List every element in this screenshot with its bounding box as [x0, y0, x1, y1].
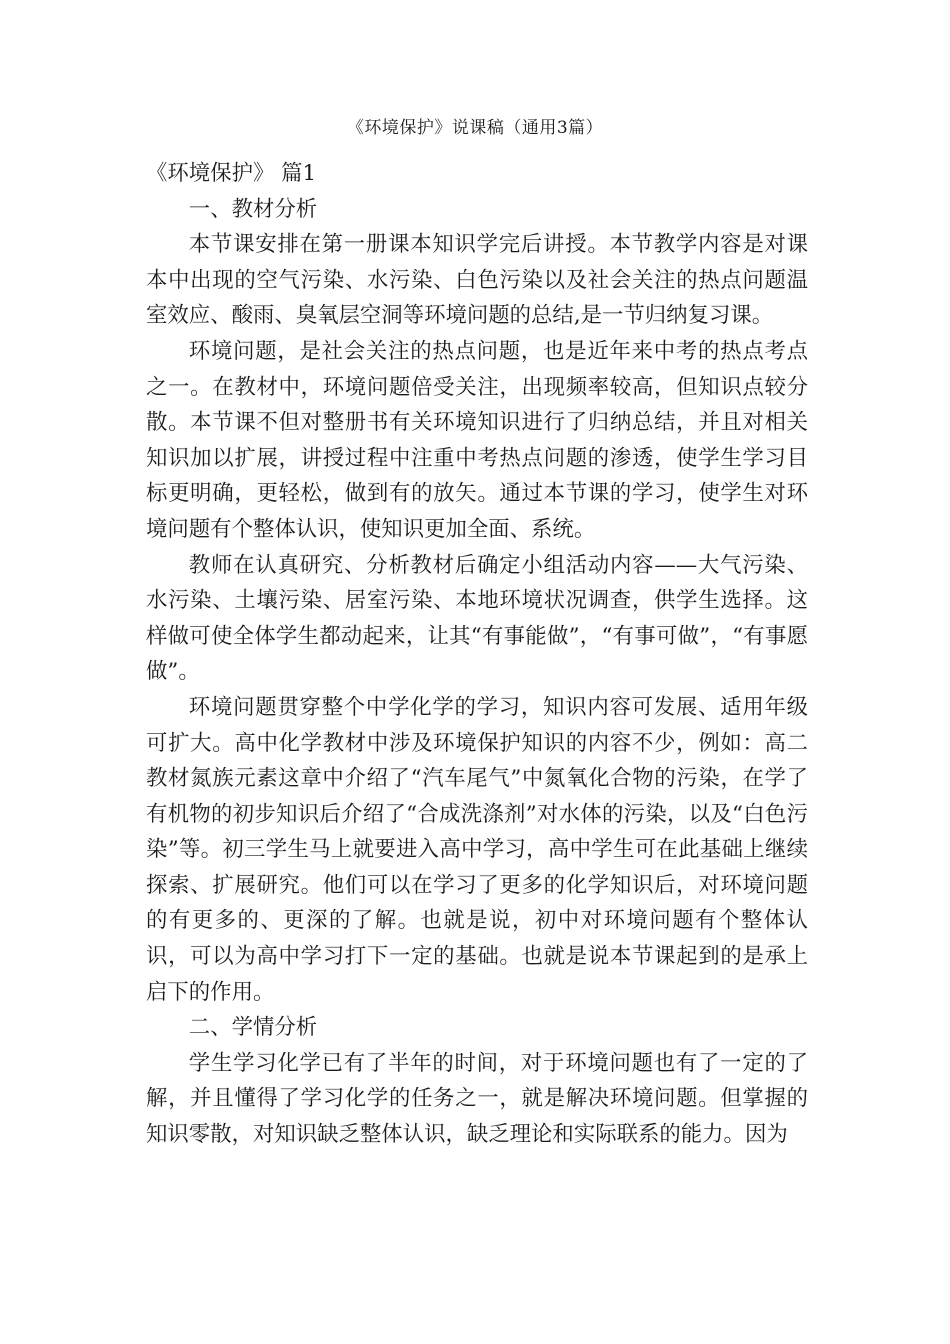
document-body — [146, 156, 808, 1153]
paragraph: 本节课安排在第一册课本知识学完后讲授。本节教学内容是对课本中出现的空气污染、水污染、白色污染以及社会关注的热点问题温室效应、酸雨、臭氧层空洞等环境问题的总结,是一节归纳复习课。 — [146, 232, 808, 329]
paragraph: 教师在认真研究、分析教材后确定小组活动内容——大气污染、水污染、土壤污染、居室污染、本地环境状况调查，供学生选择。这样做可使全体学生都动起来，让其“有事能做”，“有事可做”，“有事愿做”。 — [146, 552, 808, 685]
document-title: 《环境保护》说课稿（通用3篇） — [346, 118, 604, 138]
paragraph: 环境问题，是社会关注的热点问题，也是近年来中考的热点考点之一。在教材中，环境问题倍受关注，出现频率较高，但知识点较分散。本节课不但对整册书有关环境知识进行了归纳总结，并且对相关知识加以扩展，讲授过程中注重中考热点问题的渗透，使学生学习目标更明确，更轻松，做到有的放矢。通过本节课的学习，使学生对环境问题有个整体认识，使知识更加全面、系统。 — [146, 338, 808, 542]
subheading-student-analysis: 二、学情分析 — [188, 1015, 318, 1041]
paragraph: 环境问题贯穿整个中学化学的学习，知识内容可发展、适用年级可扩大。高中化学教材中涉及环境保护知识的内容不少，例如：高二教材氮族元素这章中介绍了“汽车尾气”中氮氧化合物的污染，在学了有机物的初步知识后介绍了“合成洗涤剂”对水体的污染，以及“白色污染”等。初三学生马上就要进入高中学习，高中学生可在此基础上继续探索、扩展研究。他们可以在学习了更多的化学知识后，对环境问题的有更多的、更深的了解。也就是说，初中对环境问题有个整体认识，可以为高中学习打下一定的基础。也就是说本节课起到的是承上启下的作用。 — [146, 694, 808, 1005]
subheading-textbook-analysis: 一、教材分析 — [188, 196, 318, 222]
paragraph: 学生学习化学已有了半年的时间，对于环境问题也有了一定的了解，并且懂得了学习化学的任务之一，就是解决环境问题。但掌握的知识零散，对知识缺乏整体认识，缺乏理论和实际联系的能力。因为 — [146, 1050, 808, 1148]
section-heading: 《环境保护》 篇1 — [146, 161, 317, 186]
